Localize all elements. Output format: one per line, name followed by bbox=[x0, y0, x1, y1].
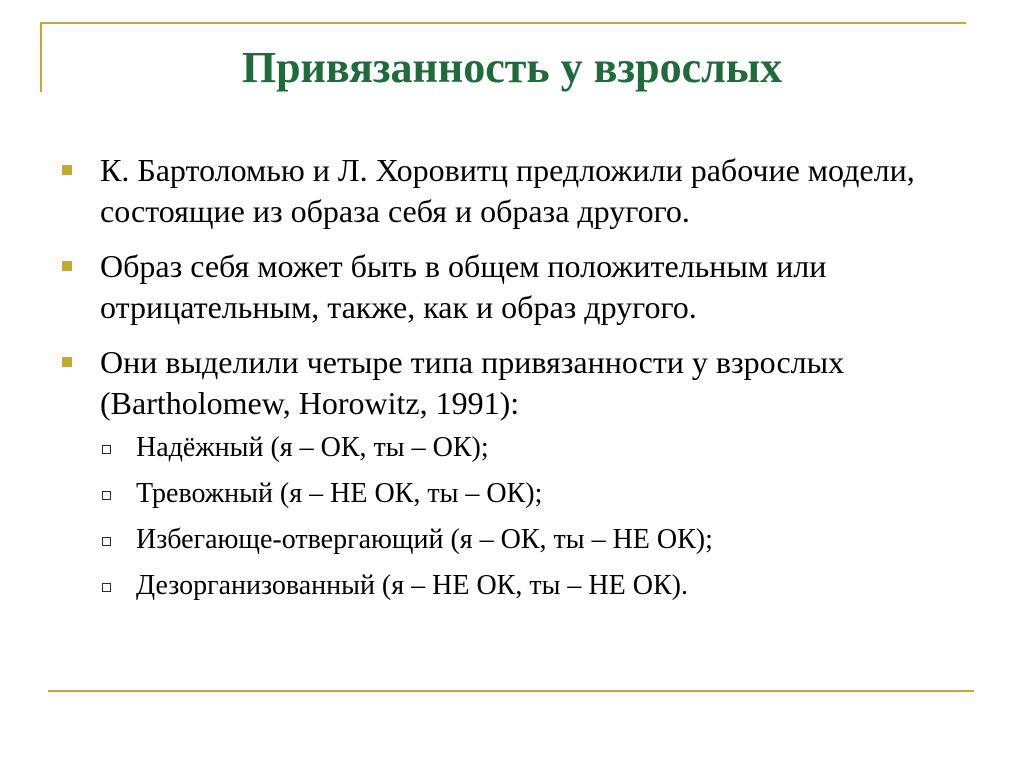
bullet-item bbox=[62, 246, 962, 328]
sub-bullet-text: Надёжный (я – ОК, ты – ОК); bbox=[136, 432, 489, 463]
hollow-square-bullet-icon bbox=[102, 583, 111, 592]
bullet-text: Образ себя может быть в общем положительным или отрицательным, также, как и образ другого. bbox=[100, 248, 827, 325]
sub-bullet-text: Избегающе-отвергающий (я – ОК, ты – НЕ ОК); bbox=[136, 524, 713, 555]
square-bullet-icon bbox=[62, 261, 72, 271]
sub-bullet-text: Дезорганизованный (я – НЕ ОК, ты – НЕ ОК). bbox=[136, 570, 688, 601]
bullet-text: К. Бартоломью и Л. Хоровитц предложили рабочие модели, состоящие из образа себя и образа другого. bbox=[100, 152, 915, 229]
bullet-text: Они выделили четыре типа привязанности у взрослых (Bartholomew, Horowitz, 1991): bbox=[100, 344, 845, 421]
hollow-square-bullet-icon bbox=[102, 491, 111, 500]
slide-title: Привязанность у взрослых bbox=[241, 43, 783, 92]
sub-bullet-item bbox=[100, 522, 962, 558]
bottom-divider bbox=[48, 690, 974, 692]
bullet-item bbox=[62, 150, 962, 232]
sub-bullet-item bbox=[100, 476, 962, 512]
sub-bullet-item bbox=[100, 430, 962, 466]
square-bullet-icon bbox=[62, 357, 72, 367]
sub-bullet-text: Тревожный (я – НЕ ОК, ты – ОК); bbox=[136, 478, 543, 509]
bullet-list bbox=[62, 150, 962, 618]
top-divider bbox=[40, 22, 966, 24]
hollow-square-bullet-icon bbox=[102, 445, 111, 454]
hollow-square-bullet-icon bbox=[102, 537, 111, 546]
bullet-item bbox=[62, 342, 962, 604]
sub-bullet-item bbox=[100, 568, 962, 604]
attachment-types-list bbox=[100, 430, 962, 604]
square-bullet-icon bbox=[62, 165, 72, 175]
